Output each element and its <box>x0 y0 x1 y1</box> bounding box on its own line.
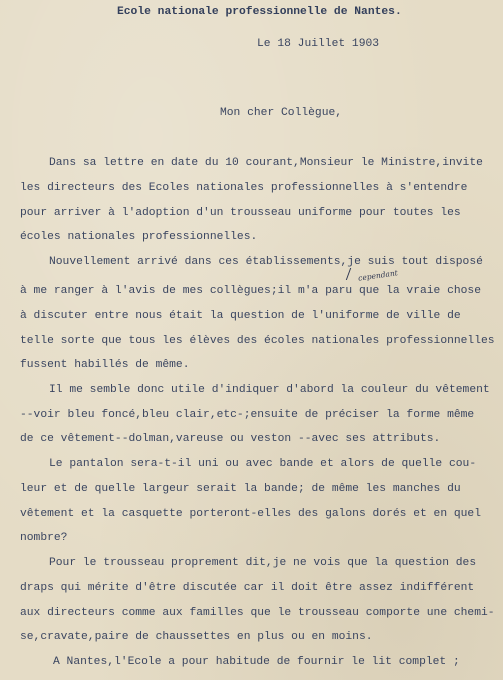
body-line: écoles nationales professionnelles. <box>20 231 258 243</box>
letterhead: Ecole nationale professionnelle de Nantes. <box>117 6 402 18</box>
body-line: Nouvellement arrivé dans ces établissements,je suis tout disposé <box>49 256 483 268</box>
body-line: les directeurs des Ecoles nationales professionnelles à s'entendre <box>20 182 468 194</box>
body-line: pour arriver à l'adoption d'un trousseau uniforme pour toutes les <box>20 207 461 219</box>
body-line: telle sorte que tous les élèves des écoles nationales professionnelles <box>20 335 495 347</box>
body-line: aux directeurs comme aux familles que le trousseau comporte une chemi- <box>20 607 495 619</box>
salutation: Mon cher Collègue, <box>220 107 343 119</box>
body-line: Le pantalon sera-t-il uni ou avec bande et alors de quelle cou- <box>49 458 477 470</box>
body-line: à me ranger à l'avis de mes collègues;il m'a paru que la vraie chose <box>20 285 481 297</box>
handwritten-annotation: cependant <box>357 268 399 283</box>
body-line: --voir bleu foncé,bleu clair,etc-;ensuite de préciser la forme même <box>20 409 475 421</box>
body-line: Pour le trousseau proprement dit,je ne vois que la question des <box>49 557 477 569</box>
body-line: de ce vêtement--dolman,vareuse ou veston --avec ses attributs. <box>20 433 441 445</box>
body-line: à discuter entre nous était la question de l'uniforme de ville de <box>20 310 461 322</box>
body-line: Dans sa lettre en date du 10 courant,Monsieur le Ministre,invite <box>49 157 483 169</box>
letter-date: Le 18 Juillet 1903 <box>257 38 380 50</box>
body-line: A Nantes,l'Ecole a pour habitude de fournir le lit complet ; <box>53 656 460 668</box>
body-line: draps qui mérite d'être discutée car il doit être assez indifférent <box>20 582 475 594</box>
body-line: se,cravate,paire de chaussettes en plus ou en moins. <box>20 631 373 643</box>
body-line: nombre? <box>20 532 68 544</box>
body-line: leur et de quelle largeur serait la bande; de même les manches du <box>20 483 461 495</box>
body-line: fussent habillés de même. <box>20 359 190 371</box>
body-line: Il me semble donc utile d'indiquer d'abord la couleur du vêtement <box>49 384 490 396</box>
body-line: vêtement et la casquette porteront-elles des galons dorés et en quel <box>20 508 481 520</box>
